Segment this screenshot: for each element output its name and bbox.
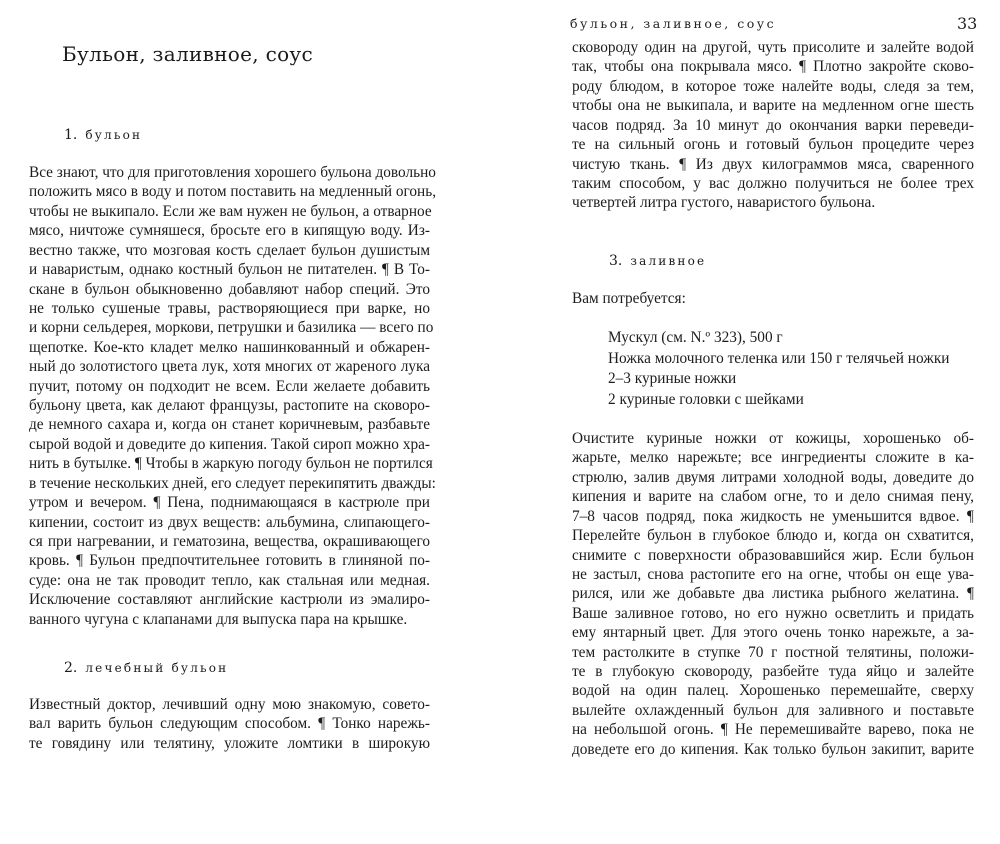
text-line: бульону цвета, как делают французы, растопите на сковоро- <box>29 397 430 415</box>
text-line: на небольшой огонь. ¶ Не перемешивайте варево, пока не <box>572 721 974 739</box>
text-line: ему янтарный цвет. Для этого очень тонко нарежьте, а за- <box>572 624 974 642</box>
text-line: ся при нагревании, и гематозина, вещества, окрашивающего <box>29 533 430 551</box>
text-line: и корни сельдерея, моркови, петрушки и базилика — всего по <box>29 319 434 337</box>
text-line: утром и вечером. ¶ Пена, поднимающаяся в кастрюле при <box>29 494 430 512</box>
section-heading-text: лечебный бульон <box>85 661 229 675</box>
ingredients-intro: Вам потребуется: <box>572 290 686 307</box>
broth-paragraph <box>29 163 437 629</box>
text-line: стрюлю, залив двумя литрами холодной воды, доведите до <box>572 468 974 486</box>
medicinal-broth-continued <box>572 38 974 213</box>
text-line: роду блюдом, в которое тоже налейте воды, следя за тем, <box>572 77 974 95</box>
text-line: вылейте охлажденный бульон для заливного и поставьте <box>572 701 974 719</box>
text-line: те в глубокую сковороду, разбейте туда яйцо и залейте <box>572 663 974 681</box>
text-line: кровь. ¶ Бульон предпочтительнее готовить в глиняной по- <box>29 552 430 570</box>
text-line: чтобы не выкипало. Если же вам нужен не бульон, а отварное <box>29 202 432 220</box>
text-line: рился, или же добавьте два листика рыбного желатина. ¶ <box>572 585 974 603</box>
text-line: ванного чугуна с клапанами для выпуска пара на крышке. <box>29 610 408 628</box>
text-line: 7–8 часов подряд, пока жидкость не уменьшится вдвое. ¶ <box>572 507 974 525</box>
section-heading-text: заливное <box>630 254 707 268</box>
running-header: бульон, заливное, соус <box>570 16 777 31</box>
text-line: таким способом, у вас должно получиться не более трех <box>572 174 974 192</box>
text-line: в течение нескольких дней, его следует перекипятить дважды: <box>29 474 436 492</box>
text-line: доведете его до кипения. Как только бульон закипит, варите <box>572 740 974 758</box>
section-heading-medicinal-broth <box>64 660 228 676</box>
text-line: те на сильный огонь и готовый бульон процедите через <box>572 136 974 154</box>
page-number: 33 <box>957 14 978 33</box>
text-line: суде: она не так проводит тепло, как стальная или медная. <box>29 571 430 589</box>
text-line: вал варить бульон следующим способом. ¶ Тонко нарежь- <box>29 715 430 733</box>
ingredient-item: Мускул (см. N.º 323), 500 г <box>608 329 783 346</box>
section-heading-aspic <box>609 253 706 269</box>
text-line: кипении, состоит из двух веществ: альбумина, слипающего- <box>29 513 430 531</box>
ingredient-item: 2 куриные головки с шейками <box>608 390 804 408</box>
text-line: часов подряд. За 10 минут до окончания варки переведи- <box>572 116 974 134</box>
text-line: снимите с поверхности образовавшийся жир. Если бульон <box>572 546 974 564</box>
text-line: не только сушеные травы, растворяющиеся при варке, но <box>29 299 430 317</box>
text-line: сковороду один на другой, чуть присолите и залейте водой <box>572 39 974 56</box>
text-line: сырой водой и доведите до кипения. Такой сироп можно хра- <box>29 435 430 453</box>
text-line: Очистите куриные ножки от кожицы, хорошенько об- <box>572 430 974 447</box>
section-number: 3. <box>609 253 623 269</box>
ingredient-item: Ножка молочного теленка или 150 г телячьей ножки <box>608 349 950 367</box>
text-line: щепотке. Кое-кто кладет мелко нашинкованный и обжарен- <box>29 338 430 356</box>
text-line: мясо, ничтоже сумняшеся, бросьте его в кипящую воду. Из- <box>29 222 430 240</box>
text-line: Все знают, что для приготовления хорошего бульона довольно <box>29 164 436 181</box>
text-line: так, чтобы она покрывала мясо. ¶ Плотно закройте сково- <box>572 58 974 76</box>
text-line: де немного сахара и, когда он станет коричневым, разбавьте <box>29 416 430 434</box>
text-line: чистую ткань. ¶ Из двух килограммов мяса, сваренного <box>572 155 974 173</box>
section-number: 2. <box>64 660 78 676</box>
text-line: не застыл, снова растопите его на огне, чтобы он еще ува- <box>572 565 974 583</box>
section-number: 1. <box>64 127 78 143</box>
text-line: водой на один палец. Хорошенько перемешайте, сверху <box>572 682 974 700</box>
text-line: скане в бульон обыкновенно добавляют набор специй. Это <box>29 280 430 298</box>
text-line: Известный доктор, лечивший одну мою знакомую, совето- <box>29 696 430 713</box>
text-line: Исключение составляют английские кастрюли из эмалиро- <box>29 591 430 609</box>
text-line: кипения и варите на слабом огне, то и дело снимая пену, <box>572 488 974 506</box>
aspic-paragraph <box>572 429 974 759</box>
text-line: и наваристым, однако костный бульон не питателен. ¶ В То- <box>29 261 430 279</box>
text-line: нить в бутылке. ¶ Чтобы в жаркую погоду бульон не портился <box>29 455 433 473</box>
left-page <box>0 0 470 844</box>
section-heading-broth <box>64 127 142 143</box>
ingredients-list <box>608 328 949 410</box>
text-line: пучит, потому он подходит не всем. Если желаете добавить <box>29 377 430 395</box>
ingredient-item: 2–3 куриные ножки <box>608 370 737 387</box>
text-line: чтобы она не выкипала, и варите на медленном огне шесть <box>572 97 974 115</box>
right-page <box>500 0 1000 844</box>
text-line: четвертей литра густого, наваристого бульона. <box>572 194 876 212</box>
text-line: вестно также, что мозговая кость сделает бульон душистым <box>29 241 430 259</box>
chapter-title: Бульон, заливное, соус <box>62 42 314 66</box>
text-line: тем растолките в ступке 70 г постной телятины, положи- <box>572 643 974 661</box>
text-line: ный до золотистого цвета лук, хотя многих от жареного лука <box>29 358 430 376</box>
medicinal-broth-paragraph <box>29 695 430 753</box>
text-line: Перелейте бульон в глубокое блюдо и, когда он схватится, <box>572 527 974 545</box>
text-line: те говядину или телятину, уложите ломтики в широкую <box>29 734 430 752</box>
text-line: положить мясо в воду и потом поставить на медленный огонь, <box>29 183 437 201</box>
section-heading-text: бульон <box>85 128 143 142</box>
text-line: жарьте, мелко нарежьте; все ингредиенты сложите в ка- <box>572 449 974 467</box>
text-line: Ваше заливное готово, но его нужно осветлить и придать <box>572 604 974 622</box>
